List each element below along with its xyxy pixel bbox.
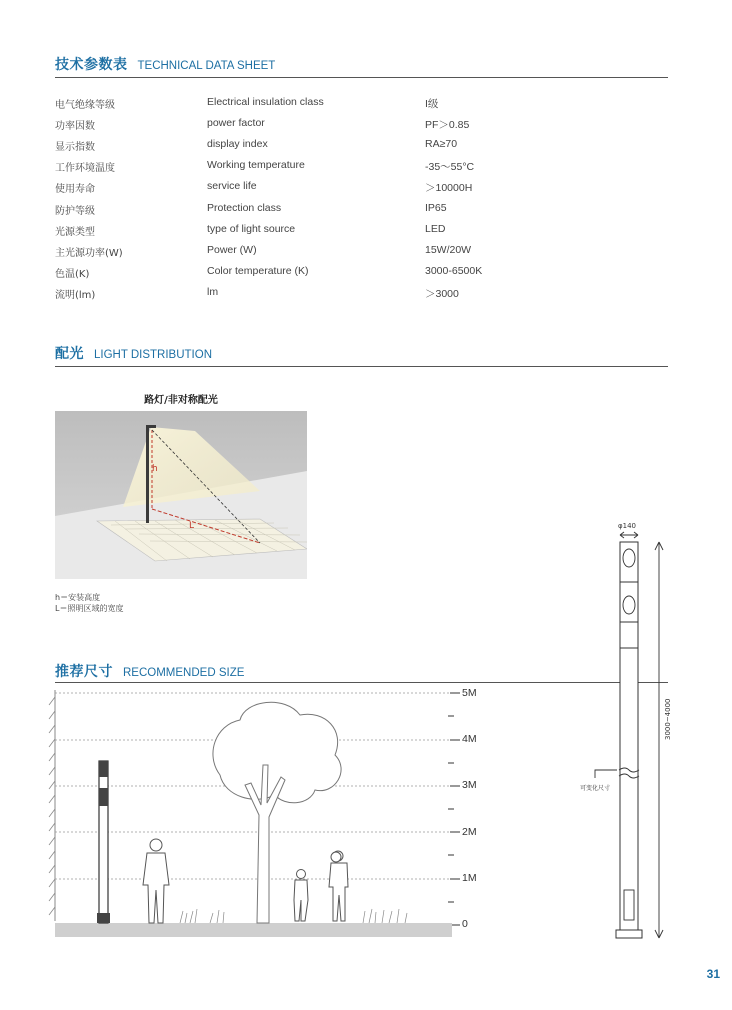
spec-name-en: Protection class xyxy=(207,201,282,214)
spec-row xyxy=(55,138,655,159)
spec-name-en: display index xyxy=(207,138,268,151)
spec-row xyxy=(55,244,655,265)
spec-value: 15W/20W xyxy=(425,243,472,256)
scale-label: 4M xyxy=(462,733,477,745)
section-title-size xyxy=(55,661,244,681)
spec-name-zh: 电气绝缘等级 xyxy=(55,100,115,111)
section-title-dist xyxy=(55,343,212,363)
spec-name-en: type of light source xyxy=(207,222,296,235)
spec-value: -35～55°C xyxy=(425,161,475,174)
scale-label: 2M xyxy=(462,826,477,838)
variable-size-label: 可变化尺寸 xyxy=(580,785,611,792)
section-title-en: LIGHT DISTRIBUTION xyxy=(94,349,212,361)
section-divider xyxy=(55,77,668,78)
light-distribution-diagram xyxy=(55,411,307,579)
spec-name-zh: 色温(K) xyxy=(55,268,90,280)
spec-name-zh: 显示指数 xyxy=(55,142,95,154)
legend-l: L＝照明区域的宽度 xyxy=(55,604,124,613)
spec-row xyxy=(55,223,655,244)
spec-row xyxy=(55,202,655,223)
scale-label: 3M xyxy=(462,779,477,791)
distribution-caption: 路灯/非对称配光 xyxy=(144,395,218,406)
section-title-zh: 配光 xyxy=(55,346,84,362)
spec-name-en: power factor xyxy=(207,117,265,130)
spec-row xyxy=(55,117,655,138)
section-title-en: TECHNICAL DATA SHEET xyxy=(137,60,276,72)
spec-value: LED xyxy=(425,222,446,235)
pole-height-label: 3000~4000 xyxy=(664,698,672,740)
length-label: L xyxy=(189,521,195,531)
spec-name-zh: 功率因数 xyxy=(55,121,95,133)
scale-label: 0 xyxy=(462,918,468,930)
scale-label: 5M xyxy=(462,687,477,699)
spec-value: ＞3000 xyxy=(425,287,459,300)
spec-row xyxy=(55,265,655,286)
spec-row xyxy=(55,96,655,117)
spec-row xyxy=(55,159,655,180)
section-title-tech xyxy=(55,54,275,74)
scale-label: 1M xyxy=(462,872,477,884)
spec-name-zh: 工作环境温度 xyxy=(55,163,115,175)
spec-value: PF＞0.85 xyxy=(425,119,470,132)
section-title-zh: 推荐尺寸 xyxy=(55,664,113,680)
spec-value: ＞10000H xyxy=(425,182,473,195)
spec-name-en: service life xyxy=(207,180,257,193)
spec-name-zh: 流明(lm) xyxy=(55,289,96,301)
light-distribution-illustration xyxy=(55,411,307,579)
spec-name-en: Electrical insulation class xyxy=(207,96,324,108)
pole-diameter-label: φ140 xyxy=(618,522,636,530)
section-divider xyxy=(55,366,668,367)
spec-value: 3000-6500K xyxy=(425,264,483,277)
spec-name-zh: 防护等级 xyxy=(55,205,95,217)
height-label: h xyxy=(152,464,158,474)
section-title-en: RECOMMENDED SIZE xyxy=(123,667,245,679)
size-comparison-illustration xyxy=(45,685,460,940)
spec-name-zh: 光源类型 xyxy=(55,226,95,238)
spec-name-en: Working temperature xyxy=(207,159,305,172)
spec-name-en: Color temperature (K) xyxy=(207,264,309,277)
spec-row xyxy=(55,286,655,307)
spec-value: I级 xyxy=(425,98,439,110)
spec-row xyxy=(55,180,655,201)
spec-name-en: Power (W) xyxy=(207,243,257,256)
spec-value: RA≥70 xyxy=(425,138,458,151)
section-title-zh: 技术参数表 xyxy=(55,57,128,73)
spec-name-zh: 使用寿命 xyxy=(55,184,95,196)
spec-value: IP65 xyxy=(425,201,447,214)
page-number: 31 xyxy=(706,967,720,981)
spec-name-zh: 主光源功率(W) xyxy=(55,247,123,259)
spec-name-en: lm xyxy=(207,285,219,298)
legend-h: h＝安装高度 xyxy=(55,593,101,602)
